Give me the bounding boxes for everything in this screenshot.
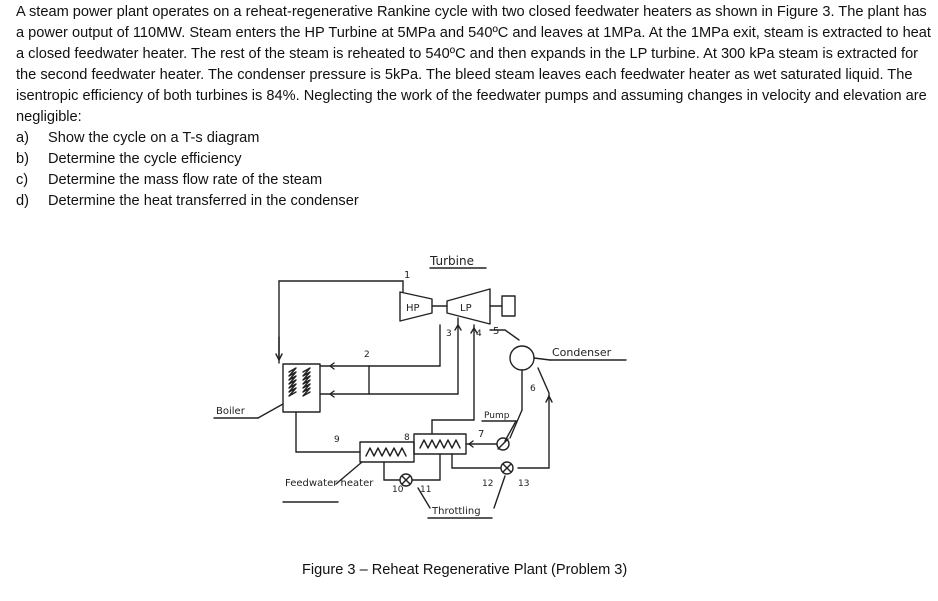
state-label-8: 8 (404, 433, 410, 443)
state-label-2: 2 (364, 350, 370, 360)
state-label-1: 1 (404, 270, 411, 281)
state-label-12: 12 (482, 479, 494, 489)
part-text: Show the cycle on a T-s diagram (48, 130, 260, 146)
drain-return-line (538, 368, 549, 468)
boiler-label: Boiler (216, 406, 245, 417)
condenser-pointer (534, 358, 550, 360)
part-text: Determine the heat transferred in the condenser (48, 193, 359, 209)
lp-label: LP (460, 303, 472, 314)
part-label: a) (16, 130, 29, 146)
state-label-10: 10 (392, 485, 404, 495)
reheater-coil-right (303, 368, 310, 396)
problem-statement: A steam power plant operates on a reheat-regenerative Rankine cycle with two closed feedwater heaters as shown in Figure 3. The plant has a power output of 110MW. Steam enters the HP Turbine at 5MPa and 540ºC and leaves at 1MPa. At the 1MPa exit, steam is extracted to heat a closed feedwater heater. The rest of the steam is reheated to 540ºC and then expands in the LP turbine. At 300 kPa steam is extracted for the second feedwater heater. The condenser pressure is 5kPa. The bleed steam leaves each feedwater heater as wet saturated liquid. The isentropic efficiency of both turbines is 84%. Neglecting the work of the feedwater pumps and assuming changes in velocity and elevation are negligible: (16, 4, 931, 125)
state-label-13: 13 (518, 479, 530, 489)
reheater-coil-left (289, 368, 296, 396)
state-label-4: 4 (476, 329, 482, 339)
heater-1-coil (366, 448, 406, 456)
part-label: b) (16, 151, 29, 167)
part-label: d) (16, 193, 29, 209)
figure-caption: Figure 3 – Reheat Regenerative Plant (Problem 3) (302, 562, 628, 578)
generator (502, 296, 515, 316)
pump-label: Pump (484, 411, 510, 421)
state-label-11: 11 (420, 485, 432, 495)
state-label-3: 3 (446, 329, 452, 339)
state-label-6: 6 (530, 384, 536, 394)
state-label-5: 5 (493, 326, 500, 337)
condenser-label: Condenser (552, 346, 612, 359)
boiler-pointer (258, 404, 283, 418)
throttling-pointer-2 (494, 476, 505, 508)
throttling-label: Throttling (432, 506, 481, 517)
feedwater-heater-label: Feedwater heater (285, 478, 374, 489)
state-label-9: 9 (334, 435, 340, 445)
turbine-label: Turbine (430, 254, 474, 268)
pump-symbol (498, 439, 508, 449)
heater-2-coil (420, 440, 460, 448)
hp-label: HP (406, 303, 420, 314)
part-text: Determine the mass flow rate of the steam (48, 172, 323, 188)
state-label-7: 7 (478, 429, 485, 440)
condenser (510, 346, 534, 370)
part-text: Determine the cycle efficiency (48, 151, 242, 167)
condensate-to-pump (510, 410, 522, 438)
part-label: c) (16, 172, 29, 188)
